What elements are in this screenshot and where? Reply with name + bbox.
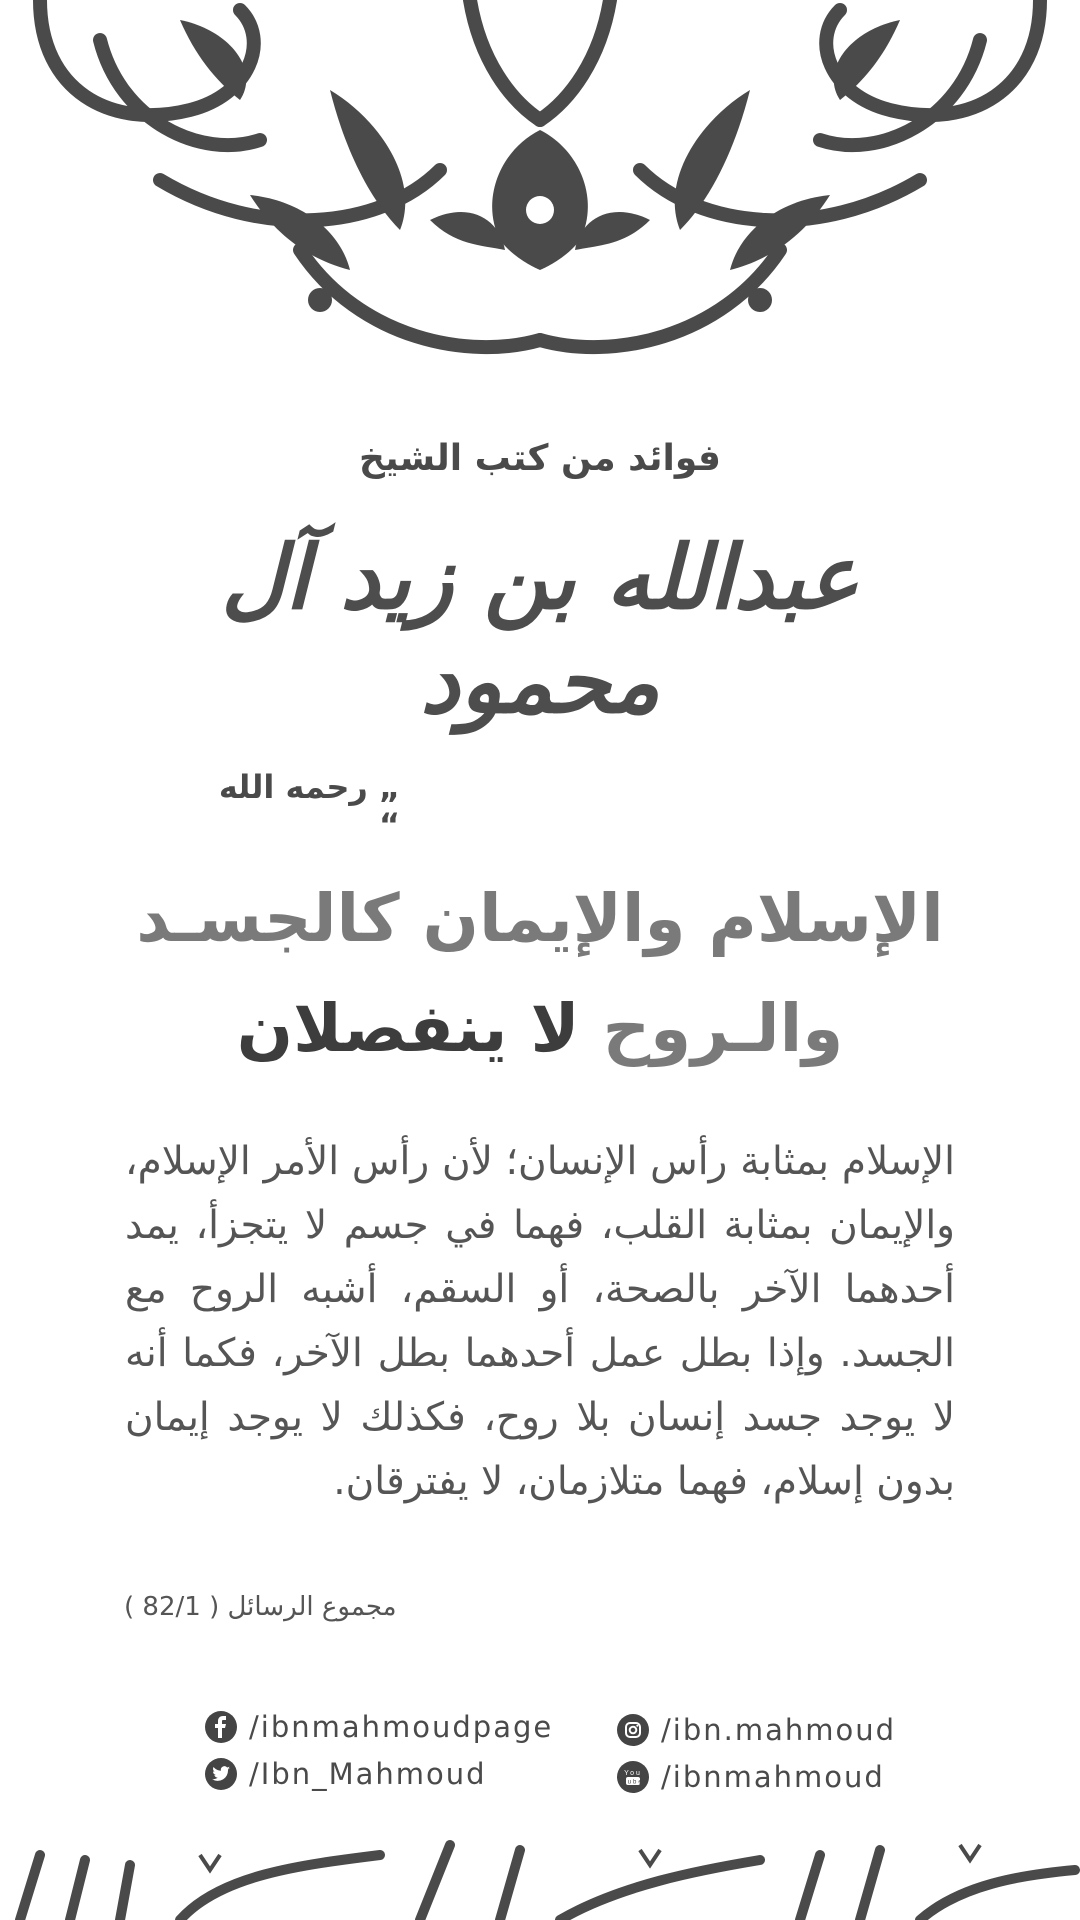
instagram-link[interactable] (617, 1713, 896, 1747)
headline-line-1: الإسلام والإيمان كالجسـد (136, 880, 944, 957)
youtube-icon (617, 1761, 649, 1793)
svg-text:Tube: Tube (622, 1779, 644, 1786)
instagram-handle: /ibn.mahmoud (661, 1713, 897, 1747)
body-paragraph: الإسلام بمثابة رأس الإنسان؛ لأن رأس الأمر الإسلام، والإيمان بمثابة القلب، فهما في جسم لا يتجزأ، يمد أحدهما الآخر بالصحة، أو السقم، أشبه الروح مع الجسد. وإذا بطل عمل أحدهما بطل الآخر، فكما أنه لا يوجد جسد إنسان بلا روح، فكذلك لا يوجد إيمان بدون إسلام، فهما متلازمان، لا يفترقان. (125, 1139, 955, 1504)
headline-line-2 (120, 990, 960, 1067)
instagram-icon (617, 1714, 649, 1746)
twitter-icon (205, 1758, 237, 1790)
youtube-link[interactable] (617, 1760, 885, 1794)
top-arabesque-ornament (0, 0, 1080, 370)
svg-text:You: You (624, 1770, 642, 1777)
headline-line-2-dark: لا ينفصلان (236, 990, 580, 1067)
youtube-handle: /ibnmahmoud (661, 1760, 885, 1794)
source-citation: مجموع الرسائل ( 82/1 ) (124, 1592, 397, 1622)
twitter-handle: /Ibn_Mahmoud (249, 1757, 487, 1791)
facebook-handle: /ibnmahmoudpage (249, 1710, 554, 1744)
facebook-link[interactable] (205, 1710, 553, 1744)
bottom-calligraphy-ornament (0, 1835, 1080, 1920)
twitter-link[interactable] (205, 1757, 487, 1791)
blessing-text: „ رحمه الله “ (218, 768, 400, 844)
subtitle: فوائد من كتب الشيخ (359, 438, 721, 479)
facebook-icon (205, 1711, 237, 1743)
headline-line-2-light: والـروح (602, 990, 844, 1067)
author-name-calligraphy: عبدالله بن زيد آل محمود (221, 525, 859, 733)
